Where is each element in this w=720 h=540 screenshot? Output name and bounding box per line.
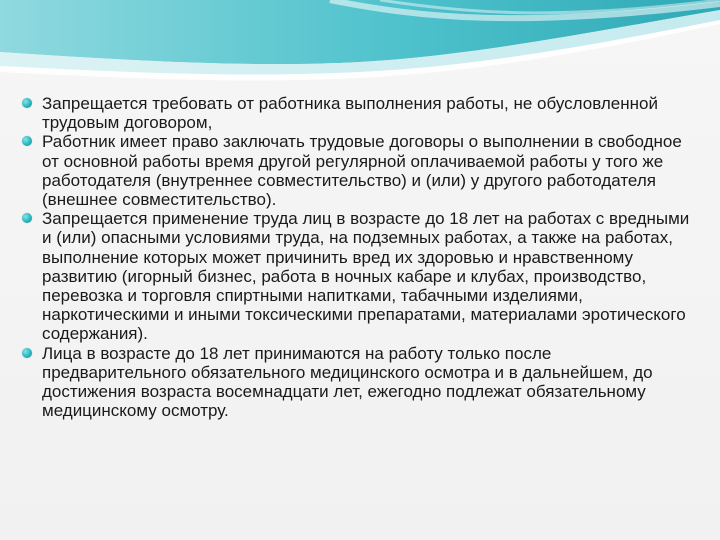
bullet-item xyxy=(20,209,700,343)
header-wave-decoration xyxy=(0,0,720,90)
bullet-text: Лица в возрасте до 18 лет принимаются на работу только после предварительного обязательного медицинского осмотра и в дальнейшем, до достижения возраста восемнадцати лет, ежегодно подлежат обязательному медицинскому осмотру. xyxy=(42,343,653,421)
bullet-text: Запрещается применение труда лиц в возрасте до 18 лет на работах с вредными и (или) опасными условиями труда, на подземных работах, а также на работах, выполнение которых может причинить вред их здоровью и нравственному развитию (игорный бизнес, работа в ночных кабаре и клубах, производство, перевозка и торговля спиртными напитками, табачными изделиями, наркотическими и иными токсическими препаратами, материалами эротического содержания). xyxy=(42,209,690,344)
bullet-icon xyxy=(22,213,32,223)
bullet-icon xyxy=(22,136,32,146)
bullet-icon xyxy=(22,348,32,358)
bullet-item xyxy=(20,94,700,132)
slide-body xyxy=(20,94,700,420)
bullet-item xyxy=(20,132,700,209)
bullet-text: Запрещается требовать от работника выполнения работы, не обусловленной трудовым договором, xyxy=(42,94,658,133)
bullet-list xyxy=(20,94,700,420)
bullet-icon xyxy=(22,98,32,108)
bullet-item xyxy=(20,344,700,421)
bullet-text: Работник имеет право заключать трудовые договоры о выполнении в свободное от основной работы время другой регулярной оплачиваемой работы у того же работодателя (внутреннее совместительство) и (или) у другого работодателя (внешнее совместительство). xyxy=(42,132,682,210)
